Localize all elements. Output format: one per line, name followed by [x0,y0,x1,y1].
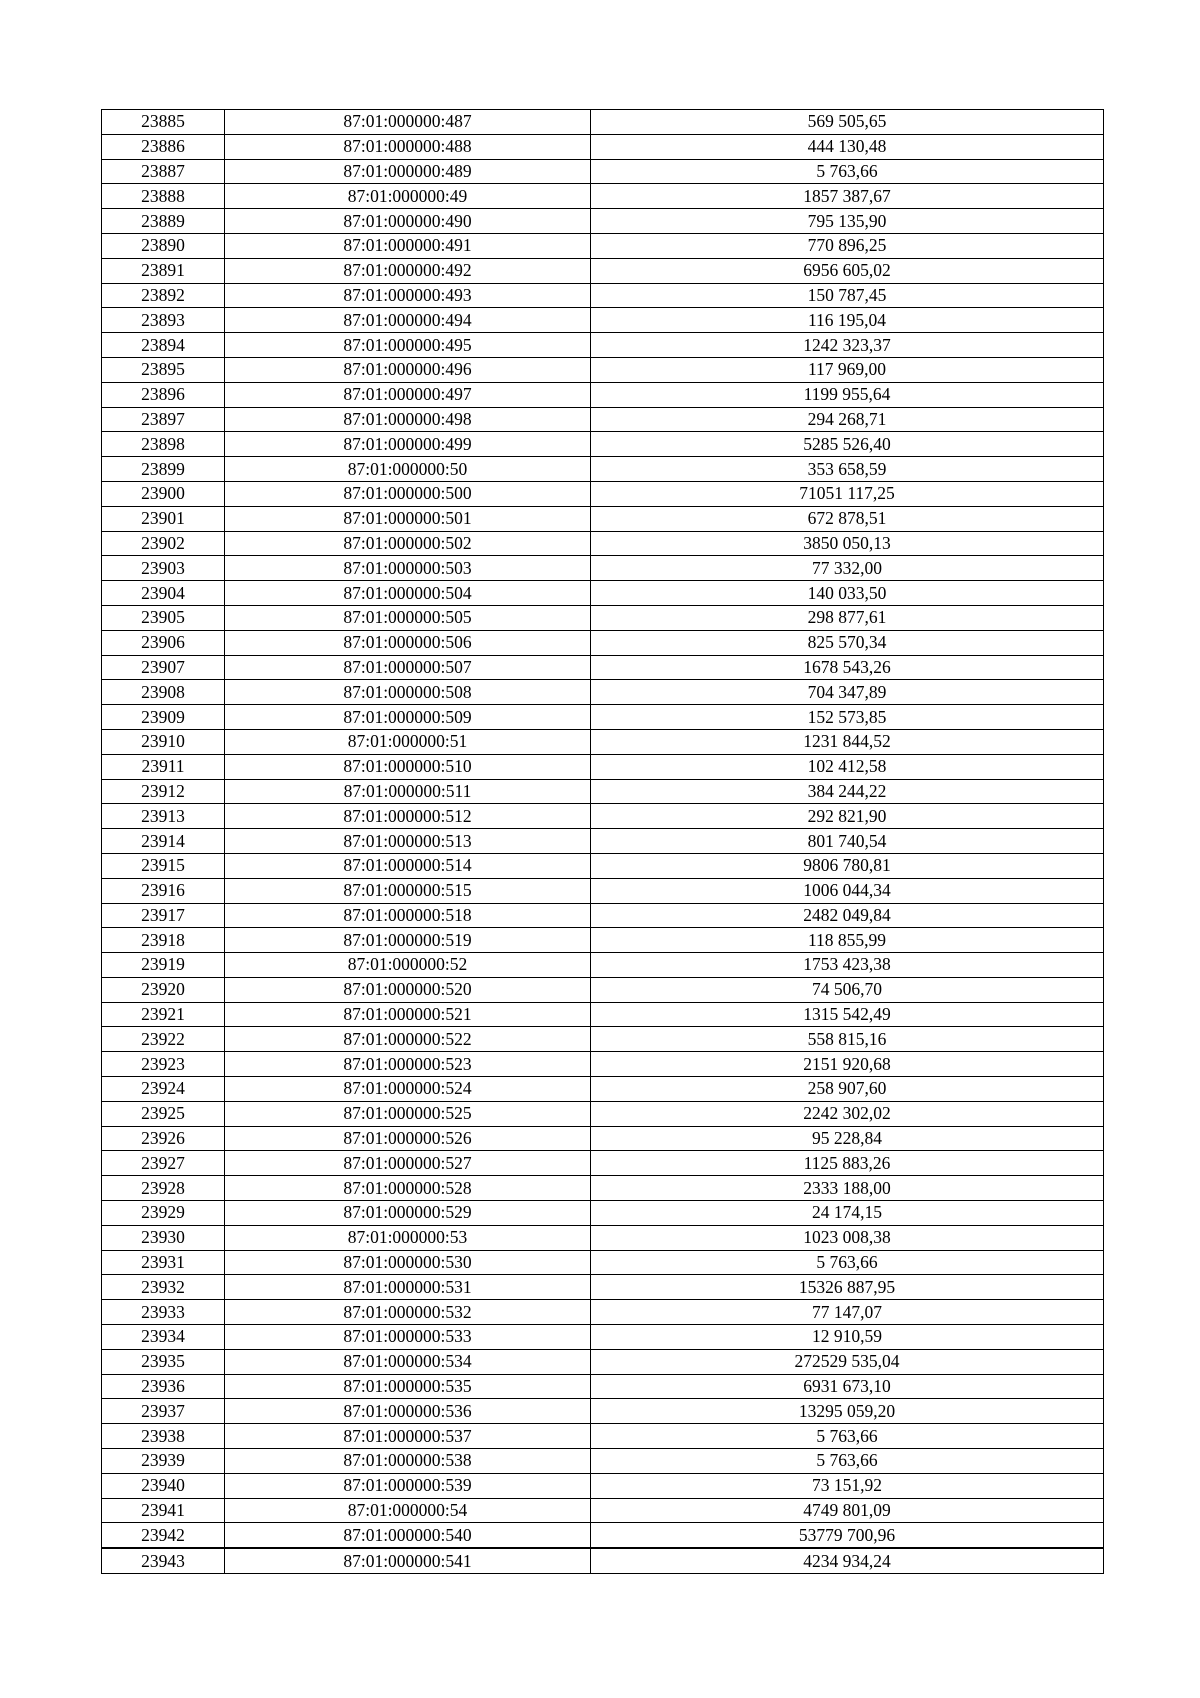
row-number-cell: 23903 [102,556,225,581]
table-row [102,1002,1104,1027]
cadastral-number-cell: 87:01:000000:535 [225,1374,591,1399]
row-number-cell: 23899 [102,457,225,482]
value-cell: 15326 887,95 [591,1275,1104,1300]
cadastral-number-cell: 87:01:000000:527 [225,1151,591,1176]
row-number-cell: 23902 [102,531,225,556]
cadastral-number-cell: 87:01:000000:538 [225,1449,591,1474]
value-cell: 6931 673,10 [591,1374,1104,1399]
table-row [102,457,1104,482]
cadastral-number-cell: 87:01:000000:531 [225,1275,591,1300]
row-number-cell: 23937 [102,1399,225,1424]
value-cell: 825 570,34 [591,630,1104,655]
value-cell: 2482 049,84 [591,903,1104,928]
cadastral-number-cell: 87:01:000000:500 [225,481,591,506]
table-row [102,953,1104,978]
row-number-cell: 23919 [102,953,225,978]
table-row [102,481,1104,506]
value-cell: 444 130,48 [591,134,1104,159]
table-body [102,110,1104,1574]
table-row [102,556,1104,581]
cadastral-number-cell: 87:01:000000:506 [225,630,591,655]
value-cell: 73 151,92 [591,1473,1104,1498]
row-number-cell: 23923 [102,1052,225,1077]
table-row [102,1201,1104,1226]
cadastral-number-cell: 87:01:000000:487 [225,110,591,135]
row-number-cell: 23897 [102,407,225,432]
value-cell: 801 740,54 [591,829,1104,854]
row-number-cell: 23920 [102,977,225,1002]
row-number-cell: 23936 [102,1374,225,1399]
value-cell: 1199 955,64 [591,382,1104,407]
table-row [102,1349,1104,1374]
row-number-cell: 23914 [102,829,225,854]
row-number-cell: 23926 [102,1126,225,1151]
value-cell: 2333 188,00 [591,1176,1104,1201]
row-number-cell: 23911 [102,754,225,779]
table-row [102,655,1104,680]
row-number-cell: 23896 [102,382,225,407]
cadastral-number-cell: 87:01:000000:50 [225,457,591,482]
value-cell: 1006 044,34 [591,878,1104,903]
table-row [102,432,1104,457]
value-cell: 1231 844,52 [591,729,1104,754]
value-cell: 1242 323,37 [591,333,1104,358]
row-number-cell: 23928 [102,1176,225,1201]
row-number-cell: 23893 [102,308,225,333]
cadastral-number-cell: 87:01:000000:494 [225,308,591,333]
cadastral-number-cell: 87:01:000000:493 [225,283,591,308]
table-row [102,903,1104,928]
table-row [102,928,1104,953]
cadastral-number-cell: 87:01:000000:521 [225,1002,591,1027]
table-row [102,977,1104,1002]
cadastral-number-cell: 87:01:000000:54 [225,1498,591,1523]
cadastral-number-cell: 87:01:000000:511 [225,779,591,804]
row-number-cell: 23938 [102,1424,225,1449]
cadastral-number-cell: 87:01:000000:541 [225,1548,591,1573]
row-number-cell: 23942 [102,1523,225,1548]
table-row [102,1424,1104,1449]
row-number-cell: 23943 [102,1548,225,1573]
cadastral-number-cell: 87:01:000000:51 [225,729,591,754]
cadastral-number-cell: 87:01:000000:515 [225,878,591,903]
value-cell: 24 174,15 [591,1201,1104,1226]
value-cell: 258 907,60 [591,1077,1104,1102]
cadastral-number-cell: 87:01:000000:524 [225,1077,591,1102]
table-row [102,1374,1104,1399]
cadastral-number-cell: 87:01:000000:495 [225,333,591,358]
table-row [102,283,1104,308]
row-number-cell: 23939 [102,1449,225,1474]
row-number-cell: 23934 [102,1325,225,1350]
row-number-cell: 23917 [102,903,225,928]
value-cell: 704 347,89 [591,680,1104,705]
cadastral-number-cell: 87:01:000000:502 [225,531,591,556]
table-row [102,110,1104,135]
row-number-cell: 23935 [102,1349,225,1374]
row-number-cell: 23913 [102,804,225,829]
value-cell: 13295 059,20 [591,1399,1104,1424]
table-row [102,680,1104,705]
cadastral-number-cell: 87:01:000000:526 [225,1126,591,1151]
table-row [102,605,1104,630]
cadastral-number-cell: 87:01:000000:539 [225,1473,591,1498]
table-row [102,1300,1104,1325]
row-number-cell: 23908 [102,680,225,705]
value-cell: 292 821,90 [591,804,1104,829]
cadastral-number-cell: 87:01:000000:533 [225,1325,591,1350]
table-row [102,1225,1104,1250]
cadastral-number-cell: 87:01:000000:508 [225,680,591,705]
value-cell: 4234 934,24 [591,1548,1104,1573]
value-cell: 770 896,25 [591,233,1104,258]
row-number-cell: 23930 [102,1225,225,1250]
row-number-cell: 23894 [102,333,225,358]
value-cell: 117 969,00 [591,357,1104,382]
cadastral-number-cell: 87:01:000000:520 [225,977,591,1002]
value-cell: 672 878,51 [591,506,1104,531]
table-row [102,506,1104,531]
row-number-cell: 23888 [102,184,225,209]
row-number-cell: 23929 [102,1201,225,1226]
cadastral-number-cell: 87:01:000000:523 [225,1052,591,1077]
table-row [102,754,1104,779]
value-cell: 4749 801,09 [591,1498,1104,1523]
table-row [102,829,1104,854]
table-row [102,1473,1104,1498]
row-number-cell: 23886 [102,134,225,159]
cadastral-number-cell: 87:01:000000:530 [225,1250,591,1275]
table-row [102,1077,1104,1102]
row-number-cell: 23933 [102,1300,225,1325]
row-number-cell: 23885 [102,110,225,135]
value-cell: 102 412,58 [591,754,1104,779]
value-cell: 353 658,59 [591,457,1104,482]
table-row [102,1126,1104,1151]
table-row [102,308,1104,333]
cadastral-number-cell: 87:01:000000:509 [225,705,591,730]
cadastral-number-cell: 87:01:000000:519 [225,928,591,953]
table-row [102,729,1104,754]
cadastral-number-cell: 87:01:000000:522 [225,1027,591,1052]
table-row [102,1275,1104,1300]
value-cell: 294 268,71 [591,407,1104,432]
table-row [102,209,1104,234]
table-row [102,705,1104,730]
value-cell: 12 910,59 [591,1325,1104,1350]
value-cell: 1753 423,38 [591,953,1104,978]
table-row [102,1498,1104,1523]
cadastral-number-cell: 87:01:000000:528 [225,1176,591,1201]
cadastral-number-cell: 87:01:000000:505 [225,605,591,630]
value-cell: 5285 526,40 [591,432,1104,457]
cadastral-number-cell: 87:01:000000:496 [225,357,591,382]
value-cell: 118 855,99 [591,928,1104,953]
table-row [102,853,1104,878]
row-number-cell: 23924 [102,1077,225,1102]
value-cell: 5 763,66 [591,1424,1104,1449]
row-number-cell: 23898 [102,432,225,457]
value-cell: 6956 605,02 [591,258,1104,283]
table-row [102,1027,1104,1052]
table-row [102,1523,1104,1548]
value-cell: 140 033,50 [591,581,1104,606]
row-number-cell: 23907 [102,655,225,680]
row-number-cell: 23927 [102,1151,225,1176]
table-row [102,1325,1104,1350]
value-cell: 3850 050,13 [591,531,1104,556]
table-row [102,804,1104,829]
table-row [102,779,1104,804]
data-table [101,109,1104,1574]
row-number-cell: 23900 [102,481,225,506]
table-row [102,1101,1104,1126]
cadastral-number-cell: 87:01:000000:52 [225,953,591,978]
value-cell: 71051 117,25 [591,481,1104,506]
cadastral-number-cell: 87:01:000000:491 [225,233,591,258]
cadastral-number-cell: 87:01:000000:532 [225,1300,591,1325]
value-cell: 272529 535,04 [591,1349,1104,1374]
table-row [102,1176,1104,1201]
table-row [102,531,1104,556]
value-cell: 795 135,90 [591,209,1104,234]
row-number-cell: 23887 [102,159,225,184]
value-cell: 152 573,85 [591,705,1104,730]
cadastral-number-cell: 87:01:000000:501 [225,506,591,531]
row-number-cell: 23892 [102,283,225,308]
cadastral-number-cell: 87:01:000000:53 [225,1225,591,1250]
table-row [102,1449,1104,1474]
row-number-cell: 23901 [102,506,225,531]
value-cell: 1023 008,38 [591,1225,1104,1250]
value-cell: 384 244,22 [591,779,1104,804]
row-number-cell: 23941 [102,1498,225,1523]
cadastral-number-cell: 87:01:000000:513 [225,829,591,854]
row-number-cell: 23890 [102,233,225,258]
value-cell: 5 763,66 [591,159,1104,184]
cadastral-number-cell: 87:01:000000:49 [225,184,591,209]
row-number-cell: 23916 [102,878,225,903]
cadastral-number-cell: 87:01:000000:518 [225,903,591,928]
value-cell: 1857 387,67 [591,184,1104,209]
table-row [102,1548,1104,1573]
row-number-cell: 23906 [102,630,225,655]
cadastral-number-cell: 87:01:000000:507 [225,655,591,680]
table-row [102,184,1104,209]
value-cell: 1315 542,49 [591,1002,1104,1027]
cadastral-number-cell: 87:01:000000:490 [225,209,591,234]
cadastral-number-cell: 87:01:000000:529 [225,1201,591,1226]
cadastral-number-cell: 87:01:000000:512 [225,804,591,829]
row-number-cell: 23895 [102,357,225,382]
table-row [102,878,1104,903]
row-number-cell: 23940 [102,1473,225,1498]
cadastral-number-cell: 87:01:000000:537 [225,1424,591,1449]
cadastral-number-cell: 87:01:000000:498 [225,407,591,432]
value-cell: 116 195,04 [591,308,1104,333]
row-number-cell: 23912 [102,779,225,804]
table-row [102,1399,1104,1424]
value-cell: 95 228,84 [591,1126,1104,1151]
row-number-cell: 23905 [102,605,225,630]
row-number-cell: 23925 [102,1101,225,1126]
table-row [102,134,1104,159]
cadastral-number-cell: 87:01:000000:504 [225,581,591,606]
value-cell: 9806 780,81 [591,853,1104,878]
cadastral-number-cell: 87:01:000000:525 [225,1101,591,1126]
table-row [102,159,1104,184]
table-row [102,233,1104,258]
row-number-cell: 23932 [102,1275,225,1300]
row-number-cell: 23931 [102,1250,225,1275]
cadastral-number-cell: 87:01:000000:488 [225,134,591,159]
table-row [102,630,1104,655]
table-row [102,382,1104,407]
value-cell: 2151 920,68 [591,1052,1104,1077]
row-number-cell: 23910 [102,729,225,754]
value-cell: 2242 302,02 [591,1101,1104,1126]
cadastral-number-cell: 87:01:000000:534 [225,1349,591,1374]
row-number-cell: 23891 [102,258,225,283]
cadastral-number-cell: 87:01:000000:489 [225,159,591,184]
cadastral-number-cell: 87:01:000000:503 [225,556,591,581]
table-row [102,1250,1104,1275]
value-cell: 77 147,07 [591,1300,1104,1325]
value-cell: 298 877,61 [591,605,1104,630]
cadastral-number-cell: 87:01:000000:536 [225,1399,591,1424]
value-cell: 1125 883,26 [591,1151,1104,1176]
value-cell: 53779 700,96 [591,1523,1104,1548]
cadastral-number-cell: 87:01:000000:497 [225,382,591,407]
cadastral-number-cell: 87:01:000000:540 [225,1523,591,1548]
value-cell: 150 787,45 [591,283,1104,308]
value-cell: 5 763,66 [591,1250,1104,1275]
value-cell: 1678 543,26 [591,655,1104,680]
row-number-cell: 23904 [102,581,225,606]
table-row [102,333,1104,358]
value-cell: 558 815,16 [591,1027,1104,1052]
table-row [102,357,1104,382]
cadastral-number-cell: 87:01:000000:492 [225,258,591,283]
cadastral-number-cell: 87:01:000000:510 [225,754,591,779]
table-row [102,407,1104,432]
cadastral-number-cell: 87:01:000000:514 [225,853,591,878]
table-row [102,1151,1104,1176]
table-row [102,1052,1104,1077]
value-cell: 77 332,00 [591,556,1104,581]
row-number-cell: 23922 [102,1027,225,1052]
value-cell: 5 763,66 [591,1449,1104,1474]
row-number-cell: 23918 [102,928,225,953]
value-cell: 74 506,70 [591,977,1104,1002]
row-number-cell: 23889 [102,209,225,234]
row-number-cell: 23915 [102,853,225,878]
table-row [102,258,1104,283]
table-row [102,581,1104,606]
row-number-cell: 23921 [102,1002,225,1027]
row-number-cell: 23909 [102,705,225,730]
cadastral-number-cell: 87:01:000000:499 [225,432,591,457]
value-cell: 569 505,65 [591,110,1104,135]
